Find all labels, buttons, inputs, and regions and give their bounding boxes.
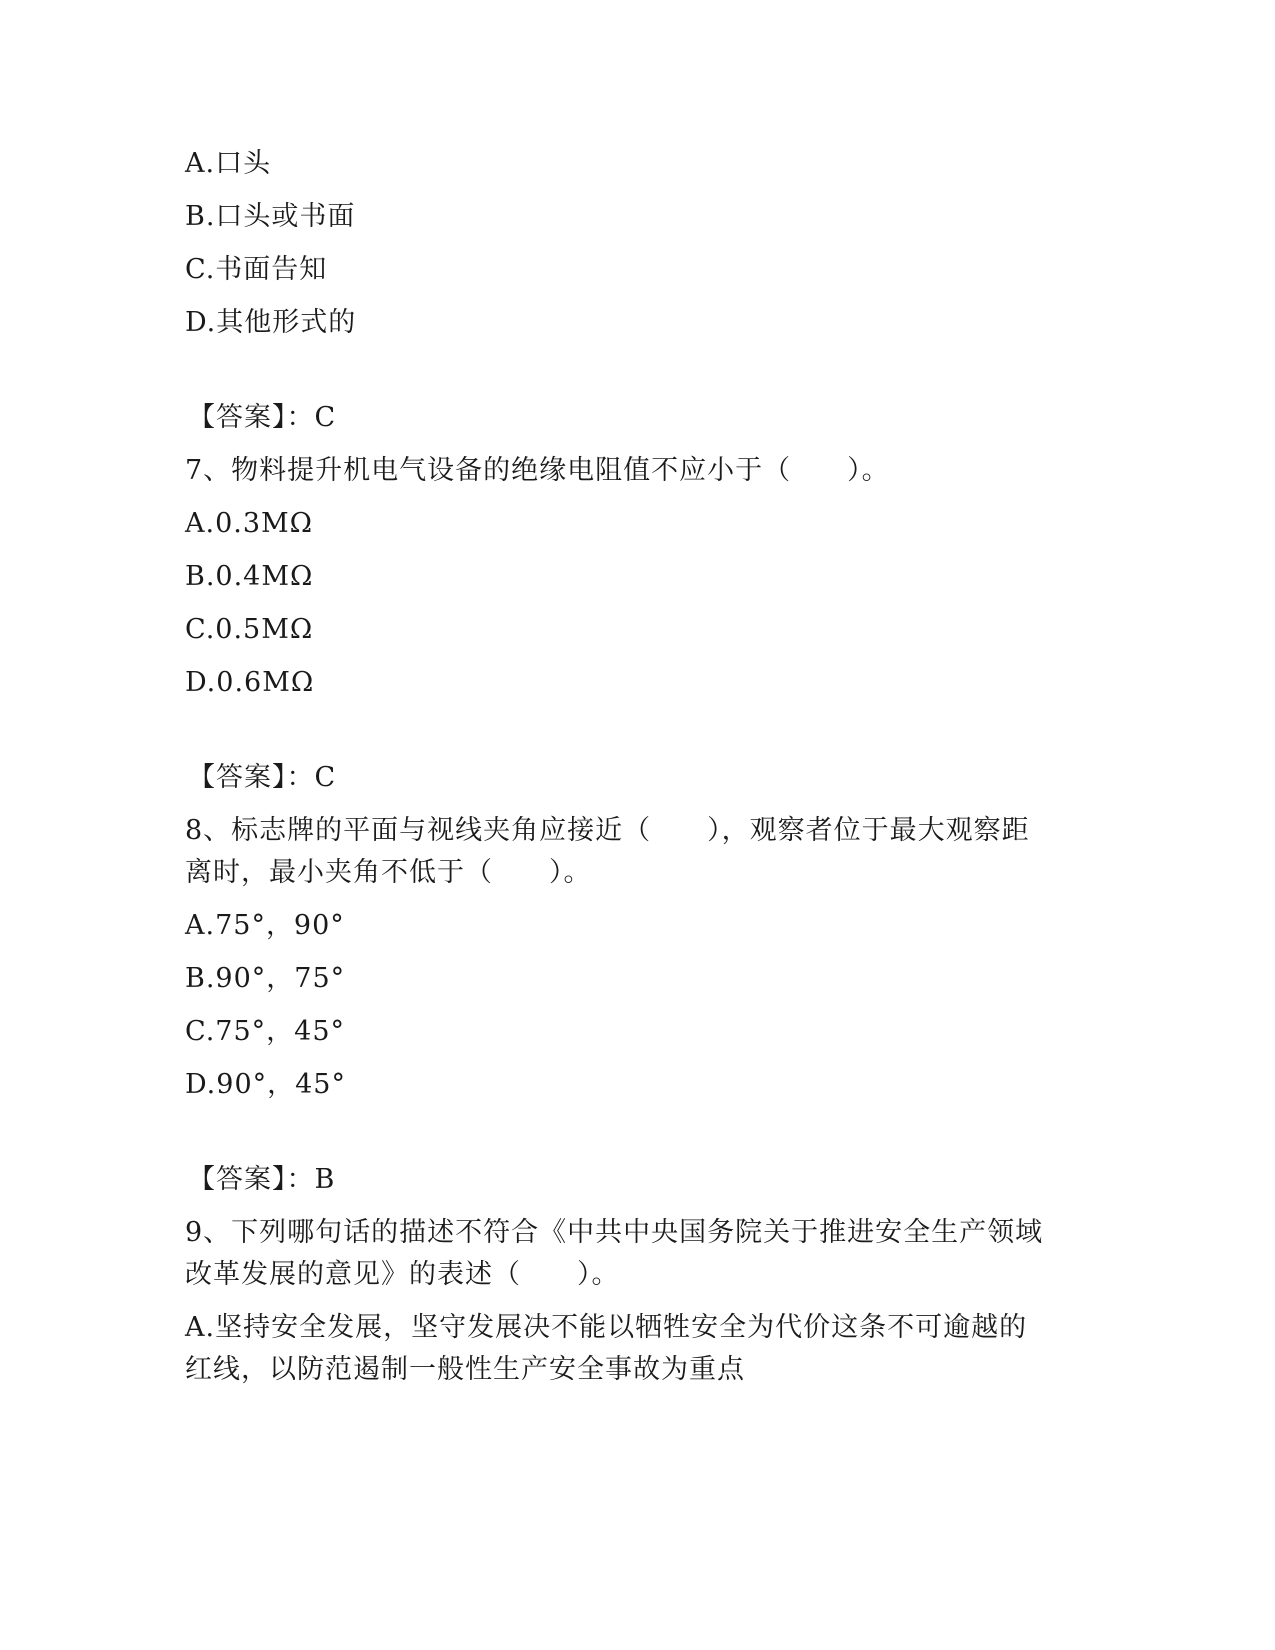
q9-stem-line-2: 改革发展的意见》的表述（ ）。 [185,1259,620,1290]
q7-option-c: C.0.5MΩ [185,614,314,645]
q9-option-a-line-1: A.坚持安全发展，坚守发展决不能以牺牲安全为代价这条不可逾越的 [185,1312,1028,1343]
q8-option-b: B.90°，75° [185,963,346,994]
q7-answer: 【答案】：C [188,762,337,793]
q9-option-a-line-2: 红线，以防范遏制一般性生产安全事故为重点 [185,1354,745,1385]
q6-option-d: D.其他形式的 [185,307,357,338]
q6-option-b: B.口头或书面 [185,201,356,232]
q8-stem-line-2: 离时，最小夹角不低于（ ）。 [185,857,592,888]
q6-answer: 【答案】：C [188,402,337,433]
q7-option-d: D.0.6MΩ [185,667,315,698]
q8-answer: 【答案】：B [188,1164,336,1195]
q8-stem-line-1: 8、标志牌的平面与视线夹角应接近（ ），观察者位于最大观察距 [185,815,1030,846]
q6-option-c: C.书面告知 [185,254,328,285]
q8-option-a: A.75°，90° [185,910,345,941]
q9-stem-line-1: 9、下列哪句话的描述不符合《中共中央国务院关于推进安全生产领域 [185,1217,1044,1248]
q6-option-a: A.口头 [185,148,272,179]
q7-stem: 7、物料提升机电气设备的绝缘电阻值不应小于（ ）。 [185,455,890,486]
q7-option-a: A.0.3MΩ [185,508,314,539]
q7-option-b: B.0.4MΩ [185,561,314,592]
q8-option-d: D.90°，45° [185,1069,346,1100]
q8-option-c: C.75°，45° [185,1016,345,1047]
